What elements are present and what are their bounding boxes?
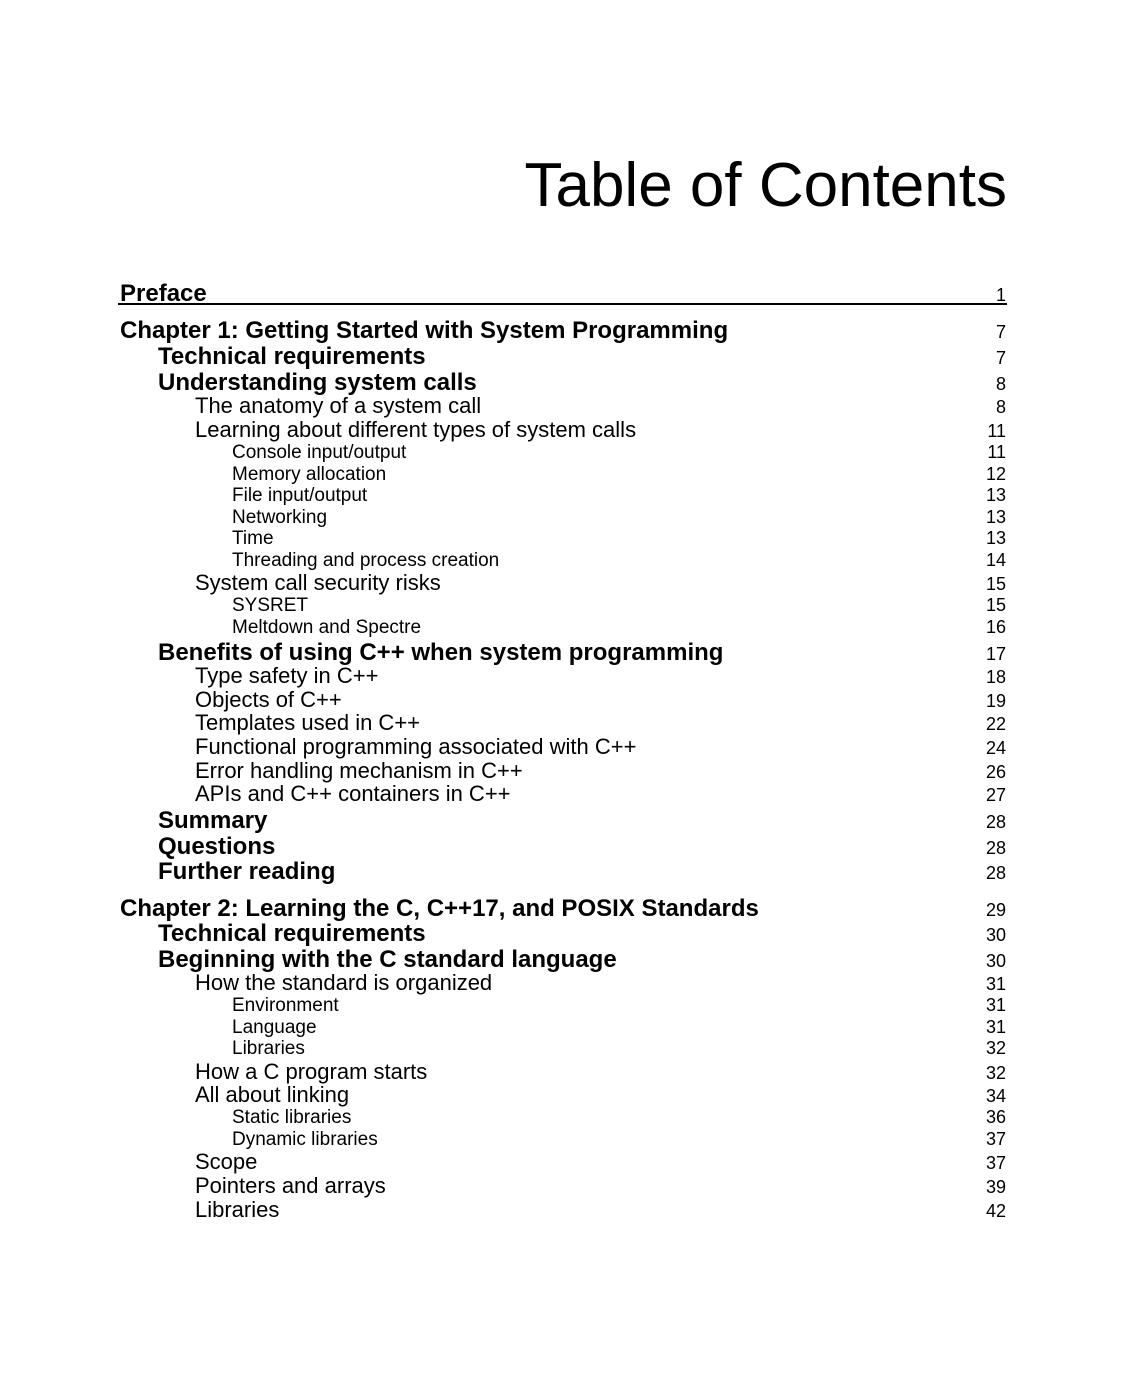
toc-entry[interactable] bbox=[120, 463, 1006, 486]
toc-entry-page-number: 32 bbox=[985, 1038, 1006, 1058]
toc-entry-label: APIs and C++ containers in C++ bbox=[195, 781, 511, 806]
toc-entry-page-number: 13 bbox=[985, 528, 1006, 548]
toc-entry-label: How a C program starts bbox=[195, 1059, 428, 1084]
toc-entry[interactable] bbox=[120, 343, 1006, 372]
toc-entry-page-number: 16 bbox=[985, 617, 1006, 637]
toc-entry[interactable] bbox=[120, 711, 1006, 736]
toc-entry[interactable] bbox=[120, 1150, 1006, 1175]
toc-entry-label: Console input/output bbox=[232, 442, 407, 463]
toc-entry[interactable] bbox=[120, 735, 1006, 760]
toc-entry-page-number: 39 bbox=[985, 1177, 1006, 1197]
toc-entry-page-number: 32 bbox=[985, 1063, 1006, 1083]
toc-entry-label: Further reading bbox=[158, 858, 336, 885]
toc-entry[interactable] bbox=[120, 571, 1006, 596]
toc-entry-page-number: 7 bbox=[995, 348, 1006, 368]
toc-entry[interactable] bbox=[120, 664, 1006, 689]
toc-entry-page-number: 27 bbox=[985, 785, 1006, 805]
toc-entry-label: Chapter 1: Getting Started with System Programming bbox=[120, 317, 729, 344]
toc-entry[interactable] bbox=[120, 994, 1006, 1017]
toc-entry-label: System call security risks bbox=[195, 570, 441, 595]
toc-entry[interactable] bbox=[120, 280, 1006, 309]
toc-entry-label: All about linking bbox=[195, 1082, 350, 1107]
toc-entry[interactable] bbox=[120, 317, 1006, 346]
toc-entry-label: Libraries bbox=[232, 1038, 305, 1059]
toc-entry[interactable] bbox=[120, 1037, 1006, 1060]
toc-entry[interactable] bbox=[120, 971, 1006, 996]
toc-entry[interactable] bbox=[120, 1083, 1006, 1108]
toc-entry-page-number: 26 bbox=[985, 762, 1006, 782]
toc-entry[interactable] bbox=[120, 484, 1006, 507]
page-title: Table of Contents bbox=[524, 151, 1007, 220]
toc-entry-page-number: 28 bbox=[985, 838, 1006, 858]
toc-entry-label: Technical requirements bbox=[158, 343, 426, 370]
toc-entry-page-number: 30 bbox=[985, 951, 1006, 971]
toc-entry-page-number: 8 bbox=[995, 397, 1006, 417]
toc-entry-page-number: 28 bbox=[985, 812, 1006, 832]
toc-entry[interactable] bbox=[120, 506, 1006, 529]
toc-entry-label: Time bbox=[232, 528, 274, 549]
toc-entry-page-number: 34 bbox=[985, 1086, 1006, 1106]
toc-entry-label: Pointers and arrays bbox=[195, 1173, 386, 1198]
toc-entry-page-number: 17 bbox=[985, 644, 1006, 664]
toc-entry-label: The anatomy of a system call bbox=[195, 393, 482, 418]
toc-entry-label: Functional programming associated with C++ bbox=[195, 734, 637, 759]
toc-entry-page-number: 13 bbox=[985, 507, 1006, 527]
toc-entry-label: Networking bbox=[232, 507, 328, 528]
toc-entry-page-number: 12 bbox=[985, 464, 1006, 484]
toc-entry-page-number: 28 bbox=[985, 863, 1006, 883]
toc-entry[interactable] bbox=[120, 394, 1006, 419]
toc-entry-label: Scope bbox=[195, 1149, 258, 1174]
toc-entry-label: Meltdown and Spectre bbox=[232, 617, 422, 638]
toc-entry-label: How the standard is organized bbox=[195, 970, 493, 995]
toc-entry-page-number: 31 bbox=[985, 974, 1006, 994]
toc-entry-page-number: 22 bbox=[985, 714, 1006, 734]
toc-entry-label: File input/output bbox=[232, 485, 368, 506]
toc-entry-page-number: 11 bbox=[987, 442, 1006, 462]
toc-entry[interactable] bbox=[120, 441, 1006, 464]
toc-entry[interactable] bbox=[120, 1106, 1006, 1129]
toc-entry-label: Chapter 2: Learning the C, C++17, and POSIX Standards bbox=[120, 895, 759, 922]
toc-entry[interactable] bbox=[120, 1128, 1006, 1151]
toc-entry-label: Understanding system calls bbox=[158, 369, 477, 396]
toc-entry-label: Environment bbox=[232, 995, 339, 1016]
toc-entry-page-number: 31 bbox=[985, 1017, 1006, 1037]
toc-entry[interactable] bbox=[120, 1016, 1006, 1039]
toc-entry-page-number: 11 bbox=[987, 421, 1006, 441]
toc-entry[interactable] bbox=[120, 1198, 1006, 1223]
toc-entry-page-number: 30 bbox=[985, 925, 1006, 945]
toc-entry[interactable] bbox=[120, 549, 1006, 572]
toc-entry[interactable] bbox=[120, 807, 1006, 836]
toc-entry-page-number: 15 bbox=[985, 574, 1006, 594]
toc-entry-label: Type safety in C++ bbox=[195, 663, 379, 688]
toc-entry-page-number: 7 bbox=[995, 322, 1006, 342]
toc-entry-label: Beginning with the C standard language bbox=[158, 946, 617, 973]
toc-entry-label: Error handling mechanism in C++ bbox=[195, 758, 523, 783]
toc-entry-page-number: 14 bbox=[985, 550, 1006, 570]
toc-entry[interactable] bbox=[120, 616, 1006, 639]
toc-entry-page-number: 31 bbox=[985, 995, 1006, 1015]
toc-entry-page-number: 24 bbox=[985, 738, 1006, 758]
toc-entry-label: Learning about different types of system calls bbox=[195, 417, 637, 442]
toc-entry-label: Questions bbox=[158, 833, 276, 860]
toc-entry-page-number: 37 bbox=[985, 1153, 1006, 1173]
toc-entry-label: Libraries bbox=[195, 1197, 280, 1222]
toc-entry[interactable] bbox=[120, 594, 1006, 617]
toc-entry-page-number: 13 bbox=[985, 485, 1006, 505]
toc-entry-label: Preface bbox=[120, 280, 207, 307]
toc-entry-label: Benefits of using C++ when system programming bbox=[158, 639, 724, 666]
toc-entry-label: Dynamic libraries bbox=[232, 1129, 378, 1150]
toc-entry[interactable] bbox=[120, 858, 1006, 887]
toc-entry[interactable] bbox=[120, 920, 1006, 949]
toc-entry-label: Memory allocation bbox=[232, 464, 387, 485]
toc-entry[interactable] bbox=[120, 782, 1006, 807]
toc-entry-page-number: 18 bbox=[985, 667, 1006, 687]
toc-entry-label: Threading and process creation bbox=[232, 550, 500, 571]
toc-entry-label: SYSRET bbox=[232, 595, 309, 616]
toc-entry-page-number: 36 bbox=[985, 1107, 1006, 1127]
toc-entry-page-number: 29 bbox=[985, 900, 1006, 920]
toc-entry-label: Summary bbox=[158, 807, 268, 834]
toc-entry-label: Technical requirements bbox=[158, 920, 426, 947]
toc-entry-label: Language bbox=[232, 1017, 317, 1038]
toc-entry[interactable] bbox=[120, 1174, 1006, 1199]
toc-entry-label: Static libraries bbox=[232, 1107, 352, 1128]
toc-entry-page-number: 1 bbox=[995, 285, 1006, 305]
toc-entry[interactable] bbox=[120, 418, 1006, 443]
toc-entry[interactable] bbox=[120, 527, 1006, 550]
toc-entry-page-number: 19 bbox=[985, 691, 1006, 711]
toc-entry-page-number: 42 bbox=[985, 1201, 1006, 1221]
toc-entry-page-number: 15 bbox=[985, 595, 1006, 615]
toc-entry-page-number: 8 bbox=[995, 374, 1006, 394]
toc-entry-label: Objects of C++ bbox=[195, 687, 342, 712]
toc-entry-label: Templates used in C++ bbox=[195, 710, 421, 735]
toc-entry-page-number: 37 bbox=[985, 1129, 1006, 1149]
